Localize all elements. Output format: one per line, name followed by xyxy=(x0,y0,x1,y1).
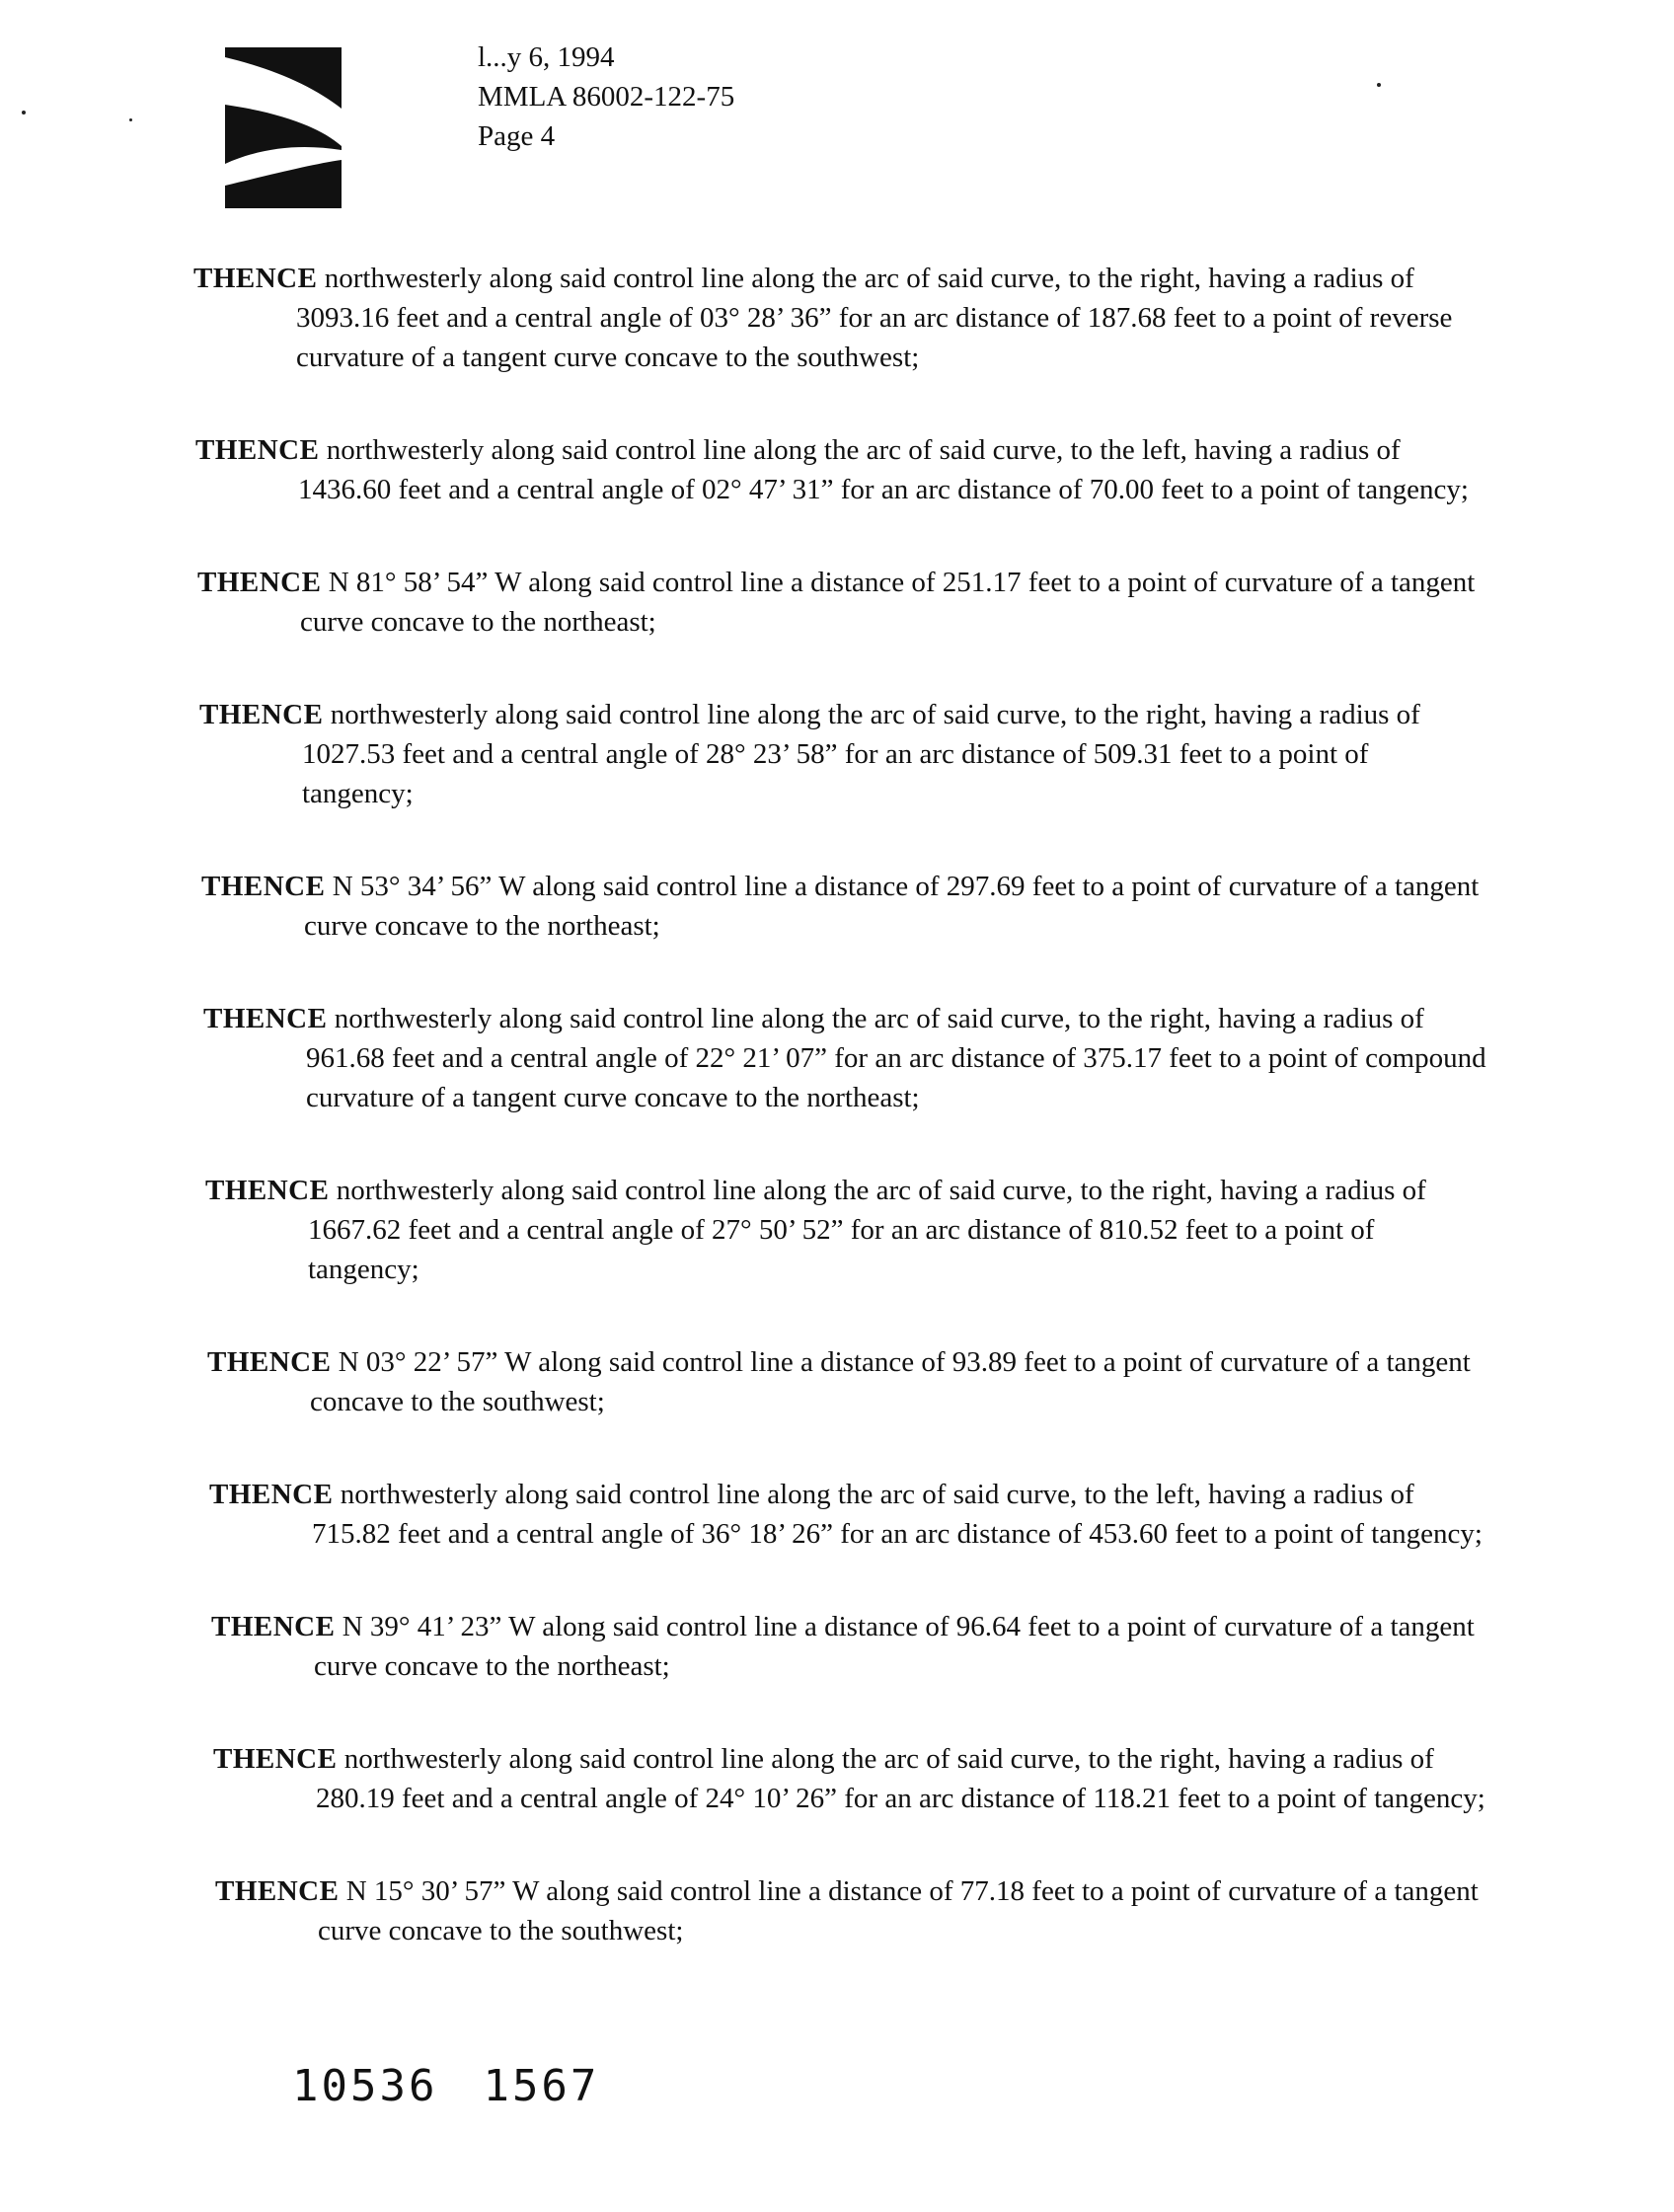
course-paragraph xyxy=(203,999,1486,1117)
course-paragraph xyxy=(199,695,1483,813)
paragraph-lead: THENCE xyxy=(201,871,326,902)
paragraph-lead: THENCE xyxy=(197,567,322,598)
course-paragraph xyxy=(195,430,1479,509)
legal-description xyxy=(193,259,1486,2004)
paragraph-text: northwesterly along said control line along the arc of said curve, to the right, having a radius of 961.68 feet and a central angle of 22° 21’ 07” for an arc distance of 375.17 feet to a point of compound curvature of a tangent curve concave to the northeast; xyxy=(306,1003,1486,1113)
paragraph-text: N 81° 58’ 54” W along said control line a distance of 251.17 feet to a point of curvature of a tangent curve concave to the northeast; xyxy=(300,567,1476,638)
paragraph-text: N 15° 30’ 57” W along said control line a distance of 77.18 feet to a point of curvature of a tangent curve concave to the southwest; xyxy=(318,1875,1479,1946)
paragraph-lead: THENCE xyxy=(207,1346,332,1378)
header-reference: MMLA 86002-122-75 xyxy=(478,81,735,113)
scan-speck xyxy=(22,111,26,114)
course-paragraph xyxy=(213,1739,1496,1818)
recording-stamp xyxy=(292,2061,645,2111)
header-date: l...y 6, 1994 xyxy=(478,41,615,73)
paragraph-text: northwesterly along said control line along the arc of said curve, to the left, having a radius of 1436.60 feet and a central angle of 02° 47’ 31” for an arc distance of 70.00 feet to a point of tangency; xyxy=(298,434,1469,505)
scan-speck xyxy=(129,118,132,121)
header-page: Page 4 xyxy=(478,120,556,152)
book-number: 10536 xyxy=(292,2061,438,2111)
paragraph-text: northwesterly along said control line along the arc of said curve, to the right, having a radius of 3093.16 feet and a central angle of 03° 28’ 36” for an arc distance of 187.68 feet to a point of reverse curvature of a tangent curve concave to the southwest; xyxy=(296,263,1453,373)
course-paragraph xyxy=(193,259,1477,377)
paragraph-text: N 03° 22’ 57” W along said control line a distance of 93.89 feet to a point of curvature of a tangent concave to the southwest; xyxy=(310,1346,1471,1417)
paragraph-lead: THENCE xyxy=(213,1743,338,1775)
paragraph-lead: THENCE xyxy=(205,1175,330,1206)
paragraph-lead: THENCE xyxy=(199,699,324,730)
course-paragraph xyxy=(197,563,1481,642)
course-paragraph xyxy=(211,1607,1494,1686)
paragraph-text: northwesterly along said control line along the arc of said curve, to the right, having a radius of 1667.62 feet and a central angle of 27° 50’ 52” for an arc distance of 810.52 feet to a point of tangency; xyxy=(308,1175,1426,1285)
page-number: 1567 xyxy=(483,2061,600,2111)
paragraph-text: northwesterly along said control line along the arc of said curve, to the right, having a radius of 280.19 feet and a central angle of 24° 10’ 26” for an arc distance of 118.21 feet to a point of tangency; xyxy=(316,1743,1485,1814)
scan-speck xyxy=(1377,83,1381,87)
course-paragraph xyxy=(201,867,1484,946)
paragraph-text: northwesterly along said control line along the arc of said curve, to the left, having a radius of 715.82 feet and a central angle of 36° 18’ 26” for an arc distance of 453.60 feet to a point of tangency; xyxy=(312,1479,1483,1550)
course-paragraph xyxy=(205,1171,1488,1289)
paragraph-text: N 39° 41’ 23” W along said control line a distance of 96.64 feet to a point of curvature of a tangent curve concave to the northeast; xyxy=(314,1611,1475,1682)
paragraph-lead: THENCE xyxy=(203,1003,328,1034)
course-paragraph xyxy=(209,1475,1492,1554)
paragraph-lead: THENCE xyxy=(193,263,318,294)
paragraph-text: N 53° 34’ 56” W along said control line a distance of 297.69 feet to a point of curvature of a tangent curve concave to the northeast; xyxy=(304,871,1480,942)
course-paragraph xyxy=(207,1342,1490,1421)
course-paragraph xyxy=(215,1871,1498,1950)
paragraph-lead: THENCE xyxy=(211,1611,336,1642)
company-logo-icon xyxy=(225,47,343,210)
paragraph-lead: THENCE xyxy=(215,1875,340,1907)
paragraph-lead: THENCE xyxy=(195,434,320,466)
document-header xyxy=(478,38,734,156)
paragraph-lead: THENCE xyxy=(209,1479,334,1510)
paragraph-text: northwesterly along said control line along the arc of said curve, to the right, having a radius of 1027.53 feet and a central angle of 28° 23’ 58” for an arc distance of 509.31 feet to a point of tangency; xyxy=(302,699,1420,809)
